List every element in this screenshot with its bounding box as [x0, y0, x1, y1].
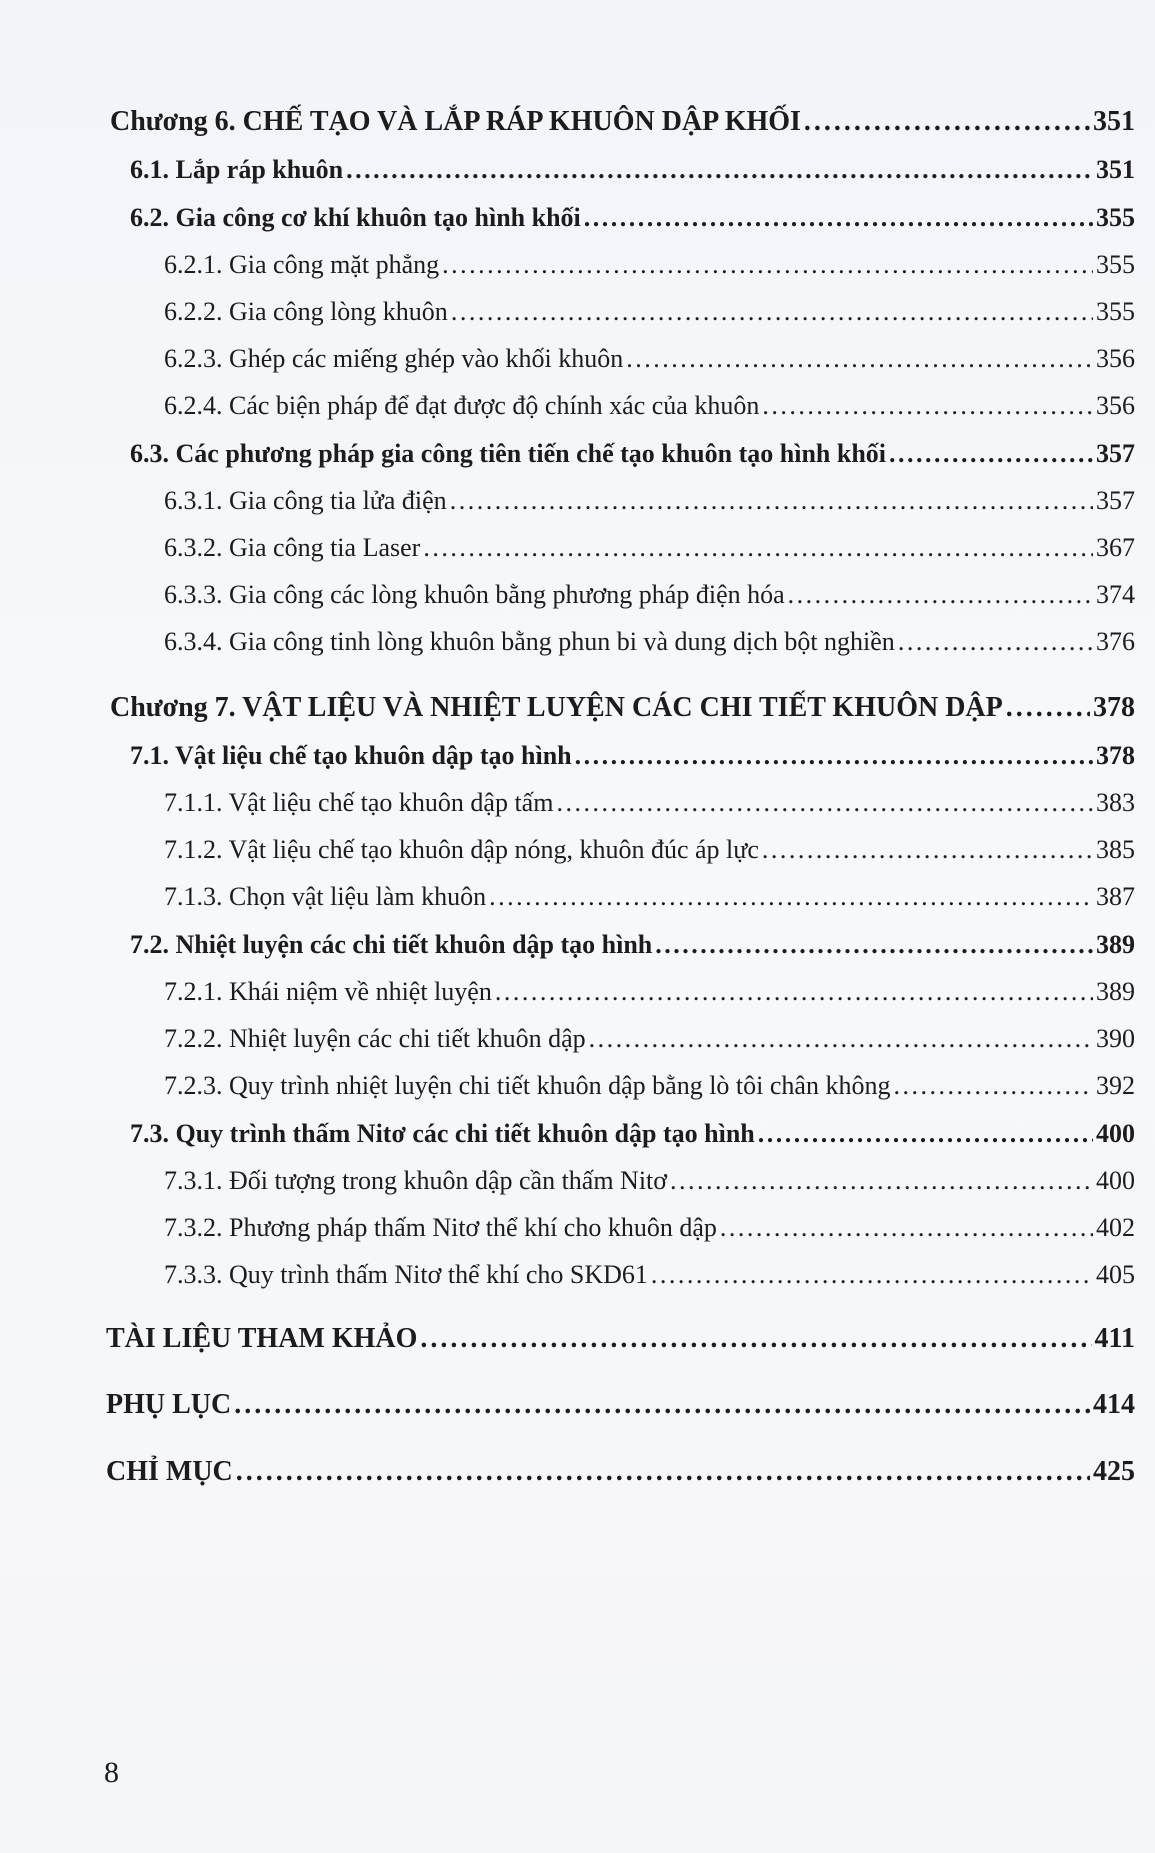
toc-entry-page: 405: [1096, 1260, 1135, 1289]
dot-leader: [346, 155, 1093, 185]
toc-entry-6-2-4[interactable]: [164, 391, 1135, 421]
toc-entry-7-2-2[interactable]: [164, 1024, 1135, 1054]
dot-leader: [442, 250, 1093, 280]
toc-entry-6-3-2[interactable]: [164, 533, 1135, 563]
toc-entry-title: 6.1. Lắp ráp khuôn: [130, 155, 344, 184]
toc-entry-title: 6.2.1. Gia công mặt phẳng: [164, 250, 440, 279]
toc-entry-page: 390: [1096, 1024, 1135, 1053]
toc-entry-page: 385: [1096, 835, 1135, 864]
toc-entry-page: 387: [1096, 882, 1135, 911]
dot-leader: [670, 1166, 1093, 1196]
toc-entry-page: 355: [1096, 203, 1135, 232]
toc-entry-7-3-2[interactable]: [164, 1213, 1135, 1243]
toc-entry-title: 7.2.2. Nhiệt luyện các chi tiết khuôn dập: [164, 1024, 586, 1053]
toc-entry-page: 378: [1093, 692, 1135, 723]
toc-entry-title: 6.3.3. Gia công các lòng khuôn bằng phương pháp điện hóa: [164, 580, 785, 609]
toc-entry-section-7-1[interactable]: [130, 741, 1135, 771]
dot-leader: [893, 1071, 1093, 1101]
toc-entry-page: 389: [1096, 977, 1135, 1006]
toc-entry-page: 356: [1096, 344, 1135, 373]
toc-entry-page: 383: [1096, 788, 1135, 817]
toc-entry-title: 7.1.1. Vật liệu chế tạo khuôn dập tấm: [164, 788, 554, 817]
toc-entry-page: 351: [1093, 106, 1135, 137]
toc-entry-appendix[interactable]: [106, 1389, 1135, 1421]
dot-leader: [762, 391, 1093, 421]
dot-leader: [575, 741, 1093, 771]
toc-entry-6-2-2[interactable]: [164, 297, 1135, 327]
toc-entry-page: 414: [1093, 1389, 1135, 1420]
toc-entry-title: 6.3. Các phương pháp gia công tiên tiến chế tạo khuôn tạo hình khối: [130, 439, 887, 468]
dot-leader: [589, 1024, 1093, 1054]
toc-entry-references[interactable]: [106, 1323, 1135, 1355]
toc-entry-page: 389: [1096, 930, 1135, 959]
dot-leader: [423, 533, 1093, 563]
toc-entry-page: 400: [1096, 1166, 1135, 1195]
toc-entry-section-7-3[interactable]: [130, 1119, 1135, 1149]
toc-entry-section-7-2[interactable]: [130, 930, 1135, 960]
toc-entry-chapter-6[interactable]: [110, 106, 1135, 138]
toc-entry-page: 402: [1096, 1213, 1135, 1242]
toc-entry-page: 367: [1096, 533, 1135, 562]
toc-entry-title: 6.2. Gia công cơ khí khuôn tạo hình khối: [130, 203, 581, 232]
toc-entry-title: 6.2.4. Các biện pháp để đạt được độ chính xác của khuôn: [164, 391, 760, 420]
dot-leader: [556, 788, 1093, 818]
dot-leader: [495, 977, 1093, 1007]
dot-leader: [788, 580, 1093, 610]
toc-entry-title: 7.3.1. Đối tượng trong khuôn dập cần thấm Nitơ: [164, 1166, 668, 1195]
toc-entry-7-1-2[interactable]: [164, 835, 1135, 865]
toc-entry-page: 400: [1096, 1119, 1135, 1148]
toc-entry-title: 7.2.1. Khái niệm về nhiệt luyện: [164, 977, 492, 1006]
toc-entry-title: Chương 6. CHẾ TẠO VÀ LẮP RÁP KHUÔN DẬP KHỐI: [110, 106, 801, 137]
toc-entry-title: CHỈ MỤC: [106, 1456, 233, 1487]
toc-entry-page: 392: [1096, 1071, 1135, 1100]
toc-entry-title: PHỤ LỤC: [106, 1389, 232, 1420]
toc-entry-title: 6.2.3. Ghép các miếng ghép vào khối khuôn: [164, 344, 624, 373]
toc-entry-page: 425: [1093, 1456, 1135, 1487]
toc-entry-7-2-3[interactable]: [164, 1071, 1135, 1101]
dot-leader: [626, 344, 1093, 374]
dot-leader: [758, 1119, 1093, 1149]
toc-entry-7-3-1[interactable]: [164, 1166, 1135, 1196]
dot-leader: [420, 1323, 1091, 1355]
toc-entry-title: TÀI LIỆU THAM KHẢO: [106, 1323, 418, 1354]
toc-entry-7-1-3[interactable]: [164, 882, 1135, 912]
toc-entry-title: 6.3.2. Gia công tia Laser: [164, 533, 421, 562]
toc-entry-7-2-1[interactable]: [164, 977, 1135, 1007]
dot-leader: [234, 1389, 1090, 1421]
dot-leader: [1006, 692, 1090, 724]
toc-entry-page: 355: [1096, 297, 1135, 326]
toc-entry-page: 351: [1096, 155, 1135, 184]
toc-entry-6-3-4[interactable]: [164, 627, 1135, 657]
toc-entry-title: Chương 7. VẬT LIỆU VÀ NHIỆT LUYỆN CÁC CHI TIẾT KHUÔN DẬP: [110, 692, 1003, 723]
dot-leader: [236, 1456, 1090, 1488]
toc-entry-page: 357: [1096, 486, 1135, 515]
toc-entry-title: 7.1. Vật liệu chế tạo khuôn dập tạo hình: [130, 741, 572, 770]
toc-entry-page: 355: [1096, 250, 1135, 279]
toc-entry-index[interactable]: [106, 1456, 1135, 1488]
toc-entry-page: 374: [1096, 580, 1135, 609]
toc-entry-title: 6.3.1. Gia công tia lửa điện: [164, 486, 447, 515]
dot-leader: [804, 106, 1090, 138]
dot-leader: [898, 627, 1093, 657]
dot-leader: [762, 835, 1093, 865]
toc-entry-section-6-3[interactable]: [130, 439, 1135, 469]
toc-entry-7-3-3[interactable]: [164, 1260, 1135, 1290]
toc-entry-page: 357: [1096, 439, 1135, 468]
toc-entry-section-6-1[interactable]: [130, 155, 1135, 185]
toc-entry-title: 7.2.3. Quy trình nhiệt luyện chi tiết khuôn dập bằng lò tôi chân không: [164, 1071, 891, 1100]
dot-leader: [584, 203, 1093, 233]
toc-entry-title: 6.2.2. Gia công lòng khuôn: [164, 297, 448, 326]
toc-entry-page: 411: [1094, 1323, 1135, 1354]
dot-leader: [720, 1213, 1093, 1243]
toc-entry-page: 378: [1096, 741, 1135, 770]
toc-entry-title: 7.1.2. Vật liệu chế tạo khuôn dập nóng, khuôn đúc áp lực: [164, 835, 759, 864]
toc-entry-title: 7.3.3. Quy trình thấm Nitơ thể khí cho SKD61: [164, 1260, 648, 1289]
dot-leader: [655, 930, 1093, 960]
page-number: 8: [104, 1756, 119, 1789]
dot-leader: [489, 882, 1093, 912]
dot-leader: [451, 297, 1093, 327]
dot-leader: [651, 1260, 1093, 1290]
toc-entry-6-3-1[interactable]: [164, 486, 1135, 516]
dot-leader: [889, 439, 1093, 469]
toc-entry-title: 7.3.2. Phương pháp thấm Nitơ thể khí cho khuôn dập: [164, 1213, 717, 1242]
toc-entry-page: 356: [1096, 391, 1135, 420]
toc-entry-page: 376: [1096, 627, 1135, 656]
toc-entry-section-6-2[interactable]: [130, 203, 1135, 233]
toc-entry-title: 7.1.3. Chọn vật liệu làm khuôn: [164, 882, 487, 911]
toc-entry-title: 7.2. Nhiệt luyện các chi tiết khuôn dập tạo hình: [130, 930, 653, 959]
toc-entry-title: 6.3.4. Gia công tinh lòng khuôn bằng phun bi và dung dịch bột nghiền: [164, 627, 895, 656]
toc-entry-6-3-3[interactable]: [164, 580, 1135, 610]
toc-entry-6-2-1[interactable]: [164, 250, 1135, 280]
toc-entry-6-2-3[interactable]: [164, 344, 1135, 374]
dot-leader: [450, 486, 1093, 516]
toc-entry-title: 7.3. Quy trình thấm Nitơ các chi tiết khuôn dập tạo hình: [130, 1119, 755, 1148]
toc-entry-7-1-1[interactable]: [164, 788, 1135, 818]
toc-entry-chapter-7[interactable]: [110, 692, 1135, 724]
